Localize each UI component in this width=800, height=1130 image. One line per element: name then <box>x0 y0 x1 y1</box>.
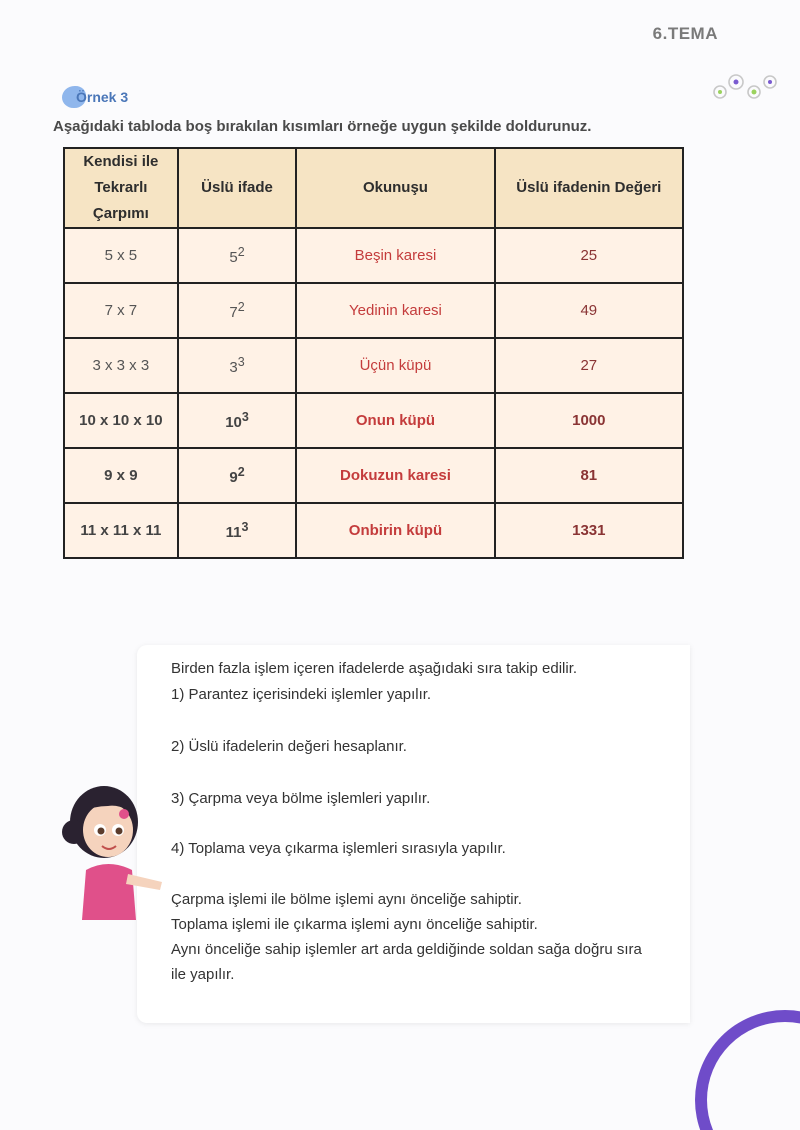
powers-table <box>63 147 684 559</box>
cell-product: 11 x 11 x 11 <box>64 503 178 558</box>
table-row <box>64 338 683 393</box>
header-product: Kendisi ile Tekrarlı Çarpımı <box>64 148 178 228</box>
gears-icon <box>706 68 786 108</box>
cell-reading: Dokuzun karesi <box>296 448 494 503</box>
cell-exponent: $10^3$ <box>178 393 297 448</box>
cell-reading: Onun küpü <box>296 393 494 448</box>
cell-reading: Yedinin karesi <box>296 283 494 338</box>
cell-exponent: $5^2$ <box>178 228 297 283</box>
rule-note-3: Aynı önceliğe sahip işlemler art arda geldiğinde soldan sağa doğru sıra <box>171 941 642 958</box>
header-value: Üslü ifadenin Değeri <box>495 148 683 228</box>
cell-value: 1000 <box>495 393 683 448</box>
table-row <box>64 228 683 283</box>
rule-step-3: 3) Çarpma veya bölme işlemleri yapılır. <box>171 790 431 807</box>
rule-note-2: Toplama işlemi ile çıkarma işlemi aynı önceliğe sahiptir. <box>171 916 538 933</box>
example-heading <box>62 86 128 108</box>
table-row <box>64 448 683 503</box>
girl-illustration <box>62 770 172 920</box>
cell-value: 27 <box>495 338 683 393</box>
cell-exponent: $11^3$ <box>178 503 297 558</box>
cell-reading: Üçün küpü <box>296 338 494 393</box>
decorative-arc <box>695 1010 800 1130</box>
cell-exponent: $9^2$ <box>178 448 297 503</box>
cell-reading: Onbirin küpü <box>296 503 494 558</box>
cell-value: 1331 <box>495 503 683 558</box>
cell-product: 5 x 5 <box>64 228 178 283</box>
table-header-row <box>64 148 683 228</box>
cell-product: 9 x 9 <box>64 448 178 503</box>
cell-value: 25 <box>495 228 683 283</box>
rule-note-3-cont: ile yapılır. <box>171 966 235 983</box>
rule-step-2: 2) Üslü ifadelerin değeri hesaplanır. <box>171 738 407 755</box>
header-reading: Okunuşu <box>296 148 494 228</box>
cell-exponent: $7^2$ <box>178 283 297 338</box>
header-exponent: Üslü ifade <box>178 148 297 228</box>
cell-value: 81 <box>495 448 683 503</box>
theme-label: 6.TEMA <box>652 24 718 43</box>
cell-value: 49 <box>495 283 683 338</box>
rule-step-4: 4) Toplama veya çıkarma işlemleri sırasıyla yapılır. <box>171 840 506 857</box>
rules-intro: Birden fazla işlem içeren ifadelerde aşağıdaki sıra takip edilir. <box>171 660 578 677</box>
cell-exponent: $3^3$ <box>178 338 297 393</box>
rule-note-1: Çarpma işlemi ile bölme işlemi aynı önceliğe sahiptir. <box>171 891 522 908</box>
table-row <box>64 393 683 448</box>
cell-product: 3 x 3 x 3 <box>64 338 178 393</box>
example-label: Örnek 3 <box>76 89 129 105</box>
instruction-text: Aşağıdaki tabloda boş bırakılan kısımları örneğe uygun şekilde doldurunuz. <box>53 118 592 135</box>
cell-reading: Beşin karesi <box>296 228 494 283</box>
cell-product: 7 x 7 <box>64 283 178 338</box>
operation-order-box <box>137 645 690 1023</box>
rule-step-1: 1) Parantez içerisindeki işlemler yapılır. <box>171 686 432 703</box>
table-row <box>64 283 683 338</box>
table-row <box>64 503 683 558</box>
cell-product: 10 x 10 x 10 <box>64 393 178 448</box>
